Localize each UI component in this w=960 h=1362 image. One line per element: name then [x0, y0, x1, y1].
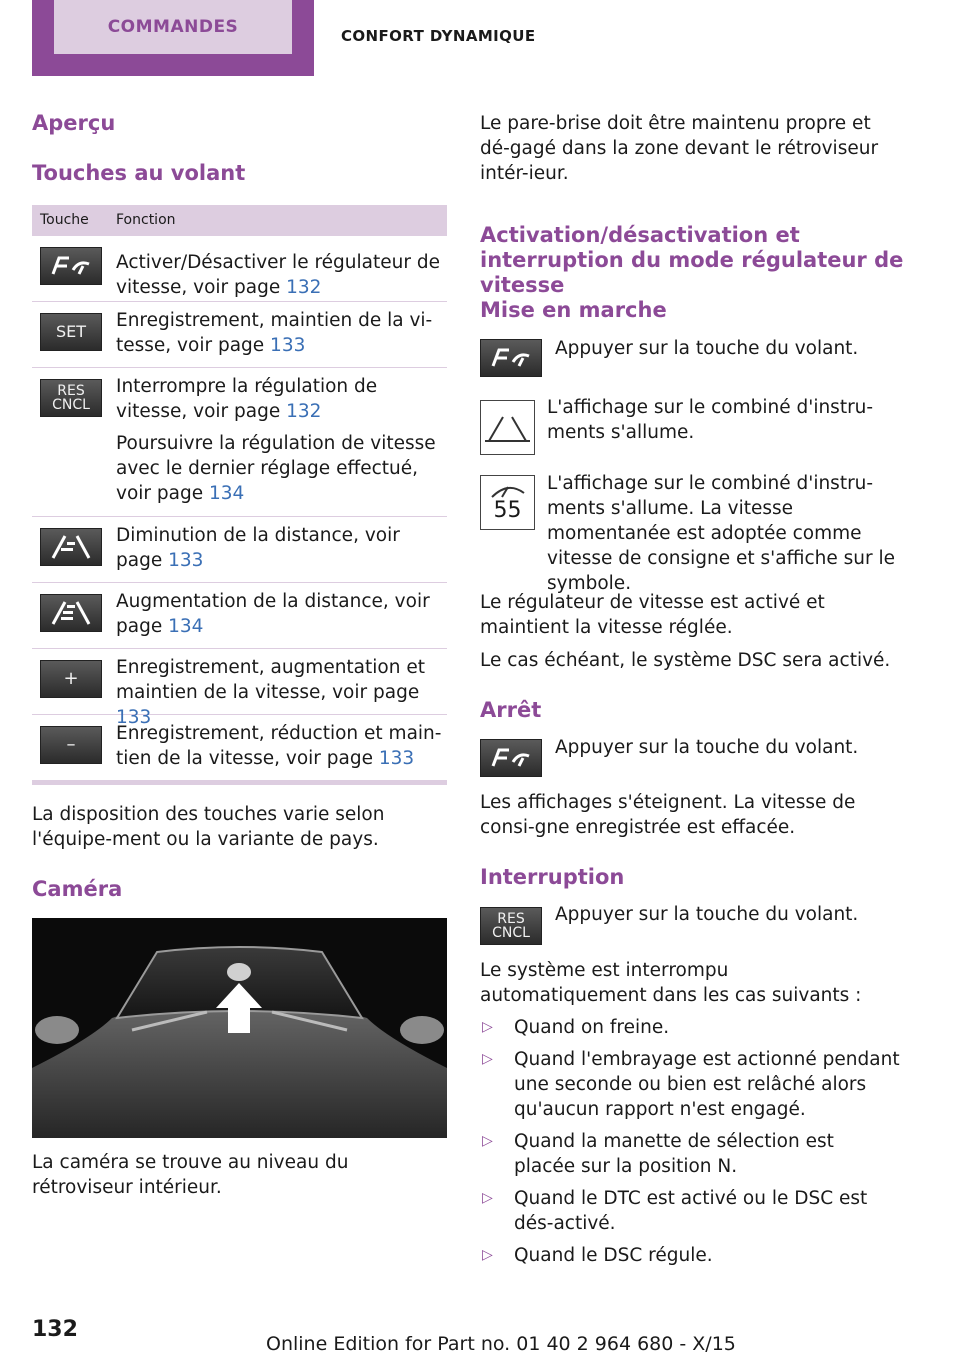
page-ref-link[interactable]: 132: [286, 277, 322, 298]
table-row: [32, 583, 447, 649]
page-ref-link[interactable]: 133: [168, 550, 204, 571]
auto-interrupt-text: Le système est interrompu automatiquement dans les cas suivants :: [480, 960, 862, 1006]
col-function-header: Fonction: [116, 212, 176, 228]
bullet-triangle-icon: ▷: [482, 1190, 493, 1206]
distance-decrease-key-icon: [40, 528, 102, 566]
set-speed-number: 55: [493, 497, 522, 523]
table-row: [32, 302, 447, 368]
stop-instruction: Appuyer sur la touche du volant.: [555, 737, 859, 758]
section-title: CONFORT DYNAMIQUE: [341, 27, 536, 45]
display-on-text: L'affichage sur le combiné d'instru-ments s'allume.: [547, 397, 874, 443]
plus-key-icon: +: [40, 660, 102, 698]
bullet-triangle-icon: ▷: [482, 1051, 493, 1067]
camera-caption: La caméra se trouve au niveau du rétroviseur intérieur.: [32, 1152, 349, 1198]
table-row: [32, 517, 447, 583]
overview-heading: Aperçu: [32, 111, 116, 135]
bullet-triangle-icon: ▷: [482, 1247, 493, 1263]
camera-illustration: [32, 918, 447, 1138]
interrupt-instruction: Appuyer sur la touche du volant.: [555, 904, 859, 925]
distance-increase-icon: [49, 600, 93, 626]
page-ref-link[interactable]: 133: [270, 335, 306, 356]
set-key-icon: SET: [40, 313, 102, 351]
speed-arc-icon: [488, 483, 528, 499]
car-windshield-image: [32, 918, 447, 1138]
page-number: 132: [32, 1317, 78, 1342]
res-cncl-key-icon: RES CNCL: [40, 379, 102, 417]
row-function-text: Enregistrement, augmentation et maintien de la vitesse, voir page 133: [116, 657, 425, 728]
keys-table: [32, 205, 447, 785]
stop-text: Les affichages s'éteignent. La vitesse de consi-gne enregistrée est effacée.: [480, 792, 856, 838]
chapter-tab-label: COMMANDES: [54, 0, 292, 54]
table-row: [32, 368, 447, 517]
page-ref-link[interactable]: 133: [116, 707, 152, 728]
bullet-triangle-icon: ▷: [482, 1133, 493, 1149]
dsc-text: Le cas échéant, le système DSC sera activé.: [480, 650, 891, 671]
activation-heading: Activation/désactivation et interruption du mode régulateur de vitesse: [480, 223, 904, 297]
table-row: [32, 236, 447, 302]
table-row: [32, 715, 447, 780]
cruise-control-icon: [489, 346, 533, 370]
intro-paragraph: Le pare-brise doit être maintenu propre et dé-gagé dans la zone devant le rétroviseur intér-ieur.: [480, 113, 879, 184]
distance-decrease-icon: [49, 534, 93, 560]
distance-increase-key-icon: [40, 594, 102, 632]
road-symbol-icon: [485, 413, 530, 443]
row-function-text: Diminution de la distance, voir page 133: [116, 525, 400, 571]
cruise-control-icon: [49, 254, 93, 278]
bullet-triangle-icon: ▷: [482, 1019, 493, 1035]
set-speed-display-icon: [480, 475, 535, 530]
cruise-control-key-icon: [480, 739, 542, 777]
cruise-control-icon: [489, 746, 533, 770]
cruise-display-icon: [480, 400, 535, 455]
edition-footer: Online Edition for Part no. 01 40 2 964 680 - X/15: [266, 1333, 736, 1355]
start-heading: Mise en marche: [480, 298, 667, 322]
stop-heading: Arrêt: [480, 698, 542, 722]
page-ref-link[interactable]: 132: [286, 401, 322, 422]
res-cncl-key-icon: RES CNCL: [480, 907, 542, 945]
row-function-text: Augmentation de la distance, voir page 134: [116, 591, 430, 637]
row-function-text: Enregistrement, maintien de la vi-tesse, voir page 133: [116, 310, 433, 356]
camera-heading: Caméra: [32, 877, 123, 901]
page-ref-link[interactable]: 133: [378, 748, 415, 769]
display-speed-text-a: L'affichage sur le combiné d'instru-ments s'allume. La vitesse momentanée est adoptée comme vitesse de consigne et s'affiche sur le symbole.: [547, 473, 895, 594]
start-instruction: Appuyer sur la touche du volant.: [555, 338, 859, 359]
row-function-text: Enregistrement, réduction et main-tien de la vitesse, voir page 133: [116, 723, 442, 769]
table-row: [32, 649, 447, 728]
col-key-header: Touche: [40, 212, 89, 228]
minus-key-icon: –: [40, 726, 102, 764]
row-function-text: Activer/Désactiver le régulateur de vitesse, voir page 132: [116, 252, 440, 298]
page-ref-link[interactable]: 134: [208, 483, 245, 504]
page-ref-link[interactable]: 134: [168, 616, 204, 637]
chapter-tab: [32, 0, 314, 76]
cruise-control-key-icon: [40, 247, 102, 285]
cruise-control-key-icon: [480, 339, 542, 377]
active-text: Le régulateur de vitesse est activé et maintient la vitesse réglée.: [480, 592, 825, 638]
table-header: [32, 205, 447, 236]
row-function-text: Interrompre la régulation de vitesse, voir page 132 Poursuivre la régulation de vitesse avec le dernier réglage effectué, voir page 134: [116, 376, 436, 504]
key-layout-note: La disposition des touches varie selon l'équipe-ment ou la variante de pays.: [32, 804, 385, 850]
interruption-heading: Interruption: [480, 865, 625, 889]
steering-keys-heading: Touches au volant: [32, 161, 246, 185]
table-bottom-rule: [32, 780, 447, 785]
